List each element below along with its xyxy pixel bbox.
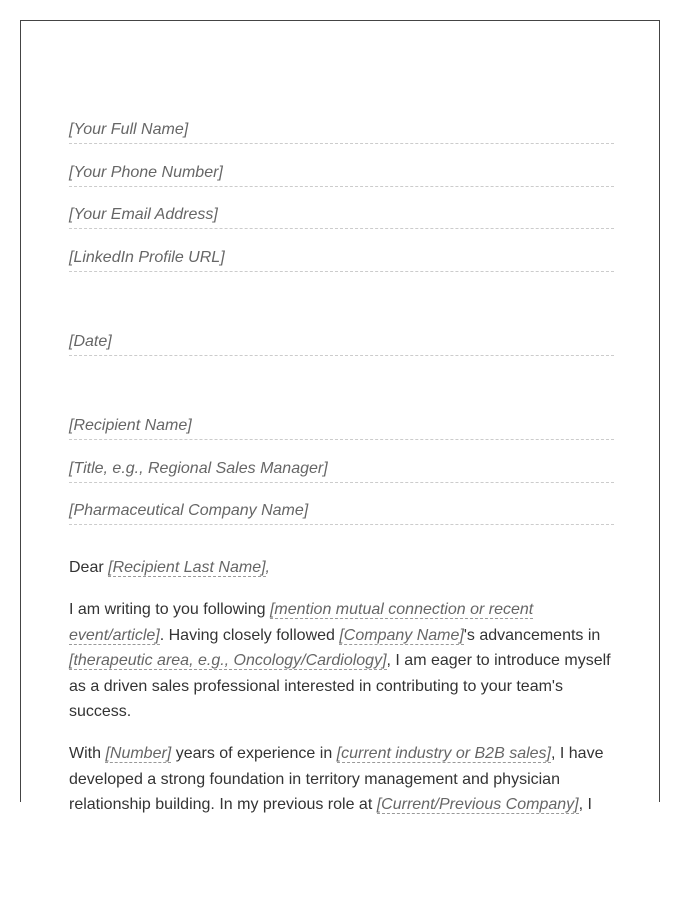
date-placeholder: [Date] — [69, 333, 112, 350]
phone-field[interactable] — [69, 163, 614, 187]
intro-paragraph — [69, 597, 614, 725]
full-name-placeholder: [Your Full Name] — [69, 121, 189, 138]
para1-text-3: 's advancements in — [463, 626, 601, 644]
para2-text-4: , I — [578, 796, 592, 813]
current-industry-placeholder[interactable]: [current industry or B2B sales] — [336, 745, 551, 762]
date-field[interactable] — [69, 332, 614, 356]
recipient-name-placeholder: [Recipient Name] — [69, 417, 192, 434]
salutation — [69, 555, 614, 581]
letter-page — [20, 20, 660, 813]
salutation-comma: , — [265, 559, 270, 576]
email-field[interactable] — [69, 205, 614, 229]
recipient-title-field[interactable] — [69, 459, 614, 483]
salutation-dear: Dear — [69, 559, 109, 576]
para1-text-2: . Having closely followed — [159, 626, 340, 644]
recipient-company-field[interactable] — [69, 501, 614, 525]
para2-text-3: , I have developed a strong foundation in territory management and physician relationship building. In my previous role at — [69, 745, 604, 813]
previous-company-placeholder[interactable]: [Current/Previous Company] — [376, 796, 579, 813]
para2-text-2: years of experience in — [171, 745, 337, 762]
recipient-last-name-placeholder[interactable]: [Recipient Last Name] — [108, 559, 266, 576]
full-name-field[interactable] — [69, 120, 614, 144]
years-number-placeholder[interactable]: [Number] — [105, 745, 172, 762]
mutual-connection-placeholder[interactable]: [mention mutual connection or recent event/article] — [69, 601, 534, 644]
recipient-title-placeholder: [Title, e.g., Regional Sales Manager] — [69, 460, 328, 477]
para2-text-1: With — [69, 745, 106, 762]
recipient-name-field[interactable] — [69, 416, 614, 440]
linkedin-placeholder: [LinkedIn Profile URL] — [69, 249, 225, 266]
linkedin-field[interactable] — [69, 248, 614, 272]
recipient-company-placeholder: [Pharmaceutical Company Name] — [69, 502, 309, 519]
experience-paragraph — [69, 741, 614, 818]
phone-placeholder: [Your Phone Number] — [69, 164, 223, 181]
email-placeholder: [Your Email Address] — [69, 206, 218, 223]
para1-text-1: I am writing to you following — [69, 601, 270, 618]
company-name-placeholder[interactable]: [Company Name] — [339, 626, 464, 644]
therapeutic-area-placeholder[interactable]: [therapeutic area, e.g., Oncology/Cardiology] — [69, 652, 387, 669]
para1-text-4: , I am eager to introduce myself as a driven sales professional interested in contributing to your team's success. — [69, 652, 611, 720]
